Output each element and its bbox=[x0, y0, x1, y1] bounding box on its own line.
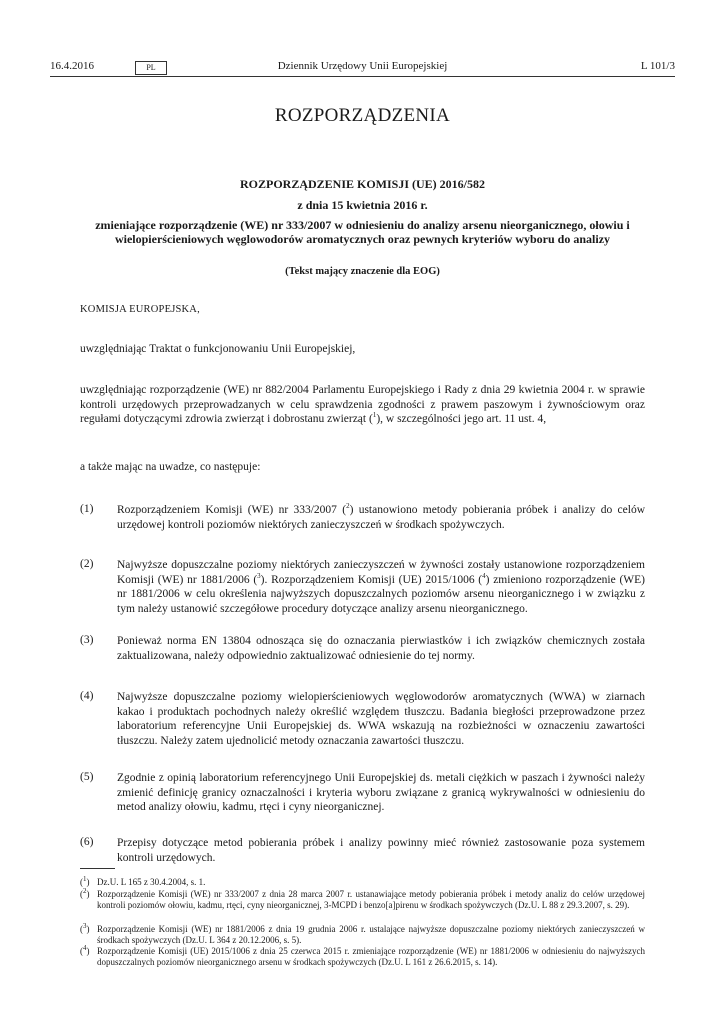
recital-part: ) zmieniono rozporządzenie (WE) nr 1881/2006 w celu określenia najwyższych dopuszczalnych poziomów arsenu nieorganicznego i w związku z tym należy ustanowić szczegółowe procedury dotyczące analizy arsenu nieorganicznego. bbox=[117, 573, 645, 615]
issuer-line: KOMISJA EUROPEJSKA, bbox=[80, 304, 200, 315]
recital-part: Najwyższe dopuszczalne poziomy niektórych zanieczyszczeń w żywności zostały ustanowione rozporządzeniem Komisji (WE) nr 1881/2006 ( bbox=[117, 559, 645, 586]
eea-relevance-note: (Tekst mający znaczenie dla EOG) bbox=[285, 266, 440, 277]
header-divider bbox=[50, 76, 675, 77]
regulation-date: z dnia 15 kwietnia 2016 r. bbox=[297, 198, 428, 212]
regulation-title: ROZPORZĄDZENIE KOMISJI (UE) 2016/582 bbox=[239, 177, 486, 191]
recital-text: Najwyższe dopuszczalne poziomy wielopierścieniowych węglowodorów aromatycznych (WWA) w ziarnach kakao i produktach pochodnych należy określić względem tłuszczu. Badania biegłości przeprowadzone przez laboratorium referencyjne Unii Europejskiej ds. WWA wskazują na rozbieżności w oznaczeniu zawartości tłuszczu. Należy zatem ujednolicić metody oznaczania zawartości tłuszczu. bbox=[117, 691, 645, 747]
recital-number: (1) bbox=[80, 503, 94, 515]
page-number: L 101/3 bbox=[640, 60, 675, 72]
recital-number: (5) bbox=[80, 771, 94, 783]
recital-text bbox=[117, 558, 645, 616]
language-badge: PL bbox=[135, 61, 167, 75]
regulation-subject: zmieniające rozporządzenie (WE) nr 333/2007 w odniesieniu do analizy arsenu nieorganicznego, ołowiu i wielopierścieniowych węglowodorów aromatycznych oraz pewnych kryteriów wyboru do analizy bbox=[95, 218, 630, 246]
footnote-number-value: 4 bbox=[83, 944, 87, 952]
recital-text: Zgodnie z opinią laboratorium referencyjnego Unii Europejskiej ds. metali ciężkich w paszach i żywności należy zmienić definicję granicy oznaczalności i kryteria wyboru związane z granicą wykrywalności w odniesieniu do metod analizy ołowiu, kadmu, rtęci i cyny nieorganicznej. bbox=[117, 772, 645, 813]
footnote-text: Rozporządzenie Komisji (WE) nr 333/2007 z dnia 28 marca 2007 r. ustanawiające metody pobierania próbek i metody analiz do celów urzędowej kontroli poziomów ołowiu, kadmu, rtęci, cyny nieorganicznej, 3-MCPD i benzo[a]pirenu w środkach spożywczych (Dz.U. L 88 z 29.3.2007, s. 29). bbox=[97, 889, 645, 910]
footnote-number: ($^4$) bbox=[80, 944, 90, 956]
footnote-ref[interactable]: 3 bbox=[257, 571, 261, 580]
footnote-number: ($^3$) bbox=[80, 922, 90, 934]
footnote-number-value: 2 bbox=[83, 887, 87, 895]
recital-number: (3) bbox=[80, 634, 94, 646]
citation-text: ), w szczególności jego art. 11 ust. 4, bbox=[376, 413, 547, 425]
footnote-number: ($^1$) bbox=[80, 875, 90, 887]
footnote-ref[interactable]: 1 bbox=[372, 411, 377, 420]
journal-title: Dziennik Urzędowy Unii Europejskiej bbox=[277, 60, 448, 72]
footnote-ref[interactable]: 2 bbox=[346, 502, 350, 511]
footnote-number: ($^2$) bbox=[80, 887, 90, 899]
footnote-divider bbox=[80, 868, 115, 869]
whereas-line: a także mając na uwadze, co następuje: bbox=[80, 461, 261, 473]
header-date: 16.4.2016 bbox=[50, 60, 94, 72]
recital-number: (6) bbox=[80, 836, 94, 848]
recital-number: (2) bbox=[80, 558, 94, 570]
recital-part: Rozporządzeniem Komisji (WE) nr 333/2007 ( bbox=[117, 504, 347, 516]
footnote-number-value: 3 bbox=[83, 922, 87, 930]
recital-text bbox=[117, 503, 645, 532]
footnote-text: Rozporządzenie Komisji (UE) 2015/1006 z dnia 25 czerwca 2015 r. zmieniające rozporządzenie (WE) nr 1881/2006 w odniesieniu do najwyższych dopuszczalnych poziomów nieorganicznego arsenu w środkach spożywczych (Dz.U. L 161 z 26.6.2015, s. 14). bbox=[97, 946, 645, 967]
citation-regulation bbox=[80, 383, 645, 427]
citation-treaty: uwzględniając Traktat o funkcjonowaniu Unii Europejskiej, bbox=[80, 343, 356, 355]
footnote-text: Rozporządzenie Komisji (WE) nr 1881/2006 z dnia 19 grudnia 2006 r. ustalające najwyższe dopuszczalne poziomy niektórych zanieczyszczeń w środkach spożywczych (Dz.U. L 364 z 20.12.2006, s. 5). bbox=[97, 924, 645, 945]
recital-part: ). Rozporządzeniem Komisji (UE) 2015/1006 ( bbox=[260, 573, 483, 586]
recital-part: ) ustanowiono metody pobierania próbek i analizy do celów urzędowej kontroli poziomów niektórych zanieczyszczeń w środkach spożywczych. bbox=[117, 504, 646, 531]
citation-text: uwzględniając rozporządzenie (WE) nr 882/2004 Parlamentu Europejskiego i Rady z dnia 29 kwietnia 2004 r. w sprawie kontroli urzędowych przeprowadzanych w celu sprawdzenia zgodności z prawem paszowym i żywnościowym oraz regułami dotyczącymi zdrowia zwierząt i dobrostanu zwierząt ( bbox=[80, 384, 645, 425]
recital-text: Przepisy dotyczące metod pobierania próbek i analizy powinny mieć również zastosowanie poza systemem kontroli urzędowych. bbox=[117, 837, 645, 864]
footnote-ref[interactable]: 4 bbox=[482, 571, 486, 580]
footnote-text: Dz.U. L 165 z 30.4.2004, s. 1. bbox=[97, 877, 206, 887]
recital-text: Ponieważ norma EN 13804 odnosząca się do oznaczania pierwiastków i ich związków chemicznych została zaktualizowana, należy odpowiednio zaktualizować odniesienie do tej normy. bbox=[117, 635, 645, 662]
footnote-number-value: 1 bbox=[83, 875, 87, 883]
recital-number: (4) bbox=[80, 690, 94, 702]
section-title: ROZPORZĄDZENIA bbox=[274, 105, 451, 126]
